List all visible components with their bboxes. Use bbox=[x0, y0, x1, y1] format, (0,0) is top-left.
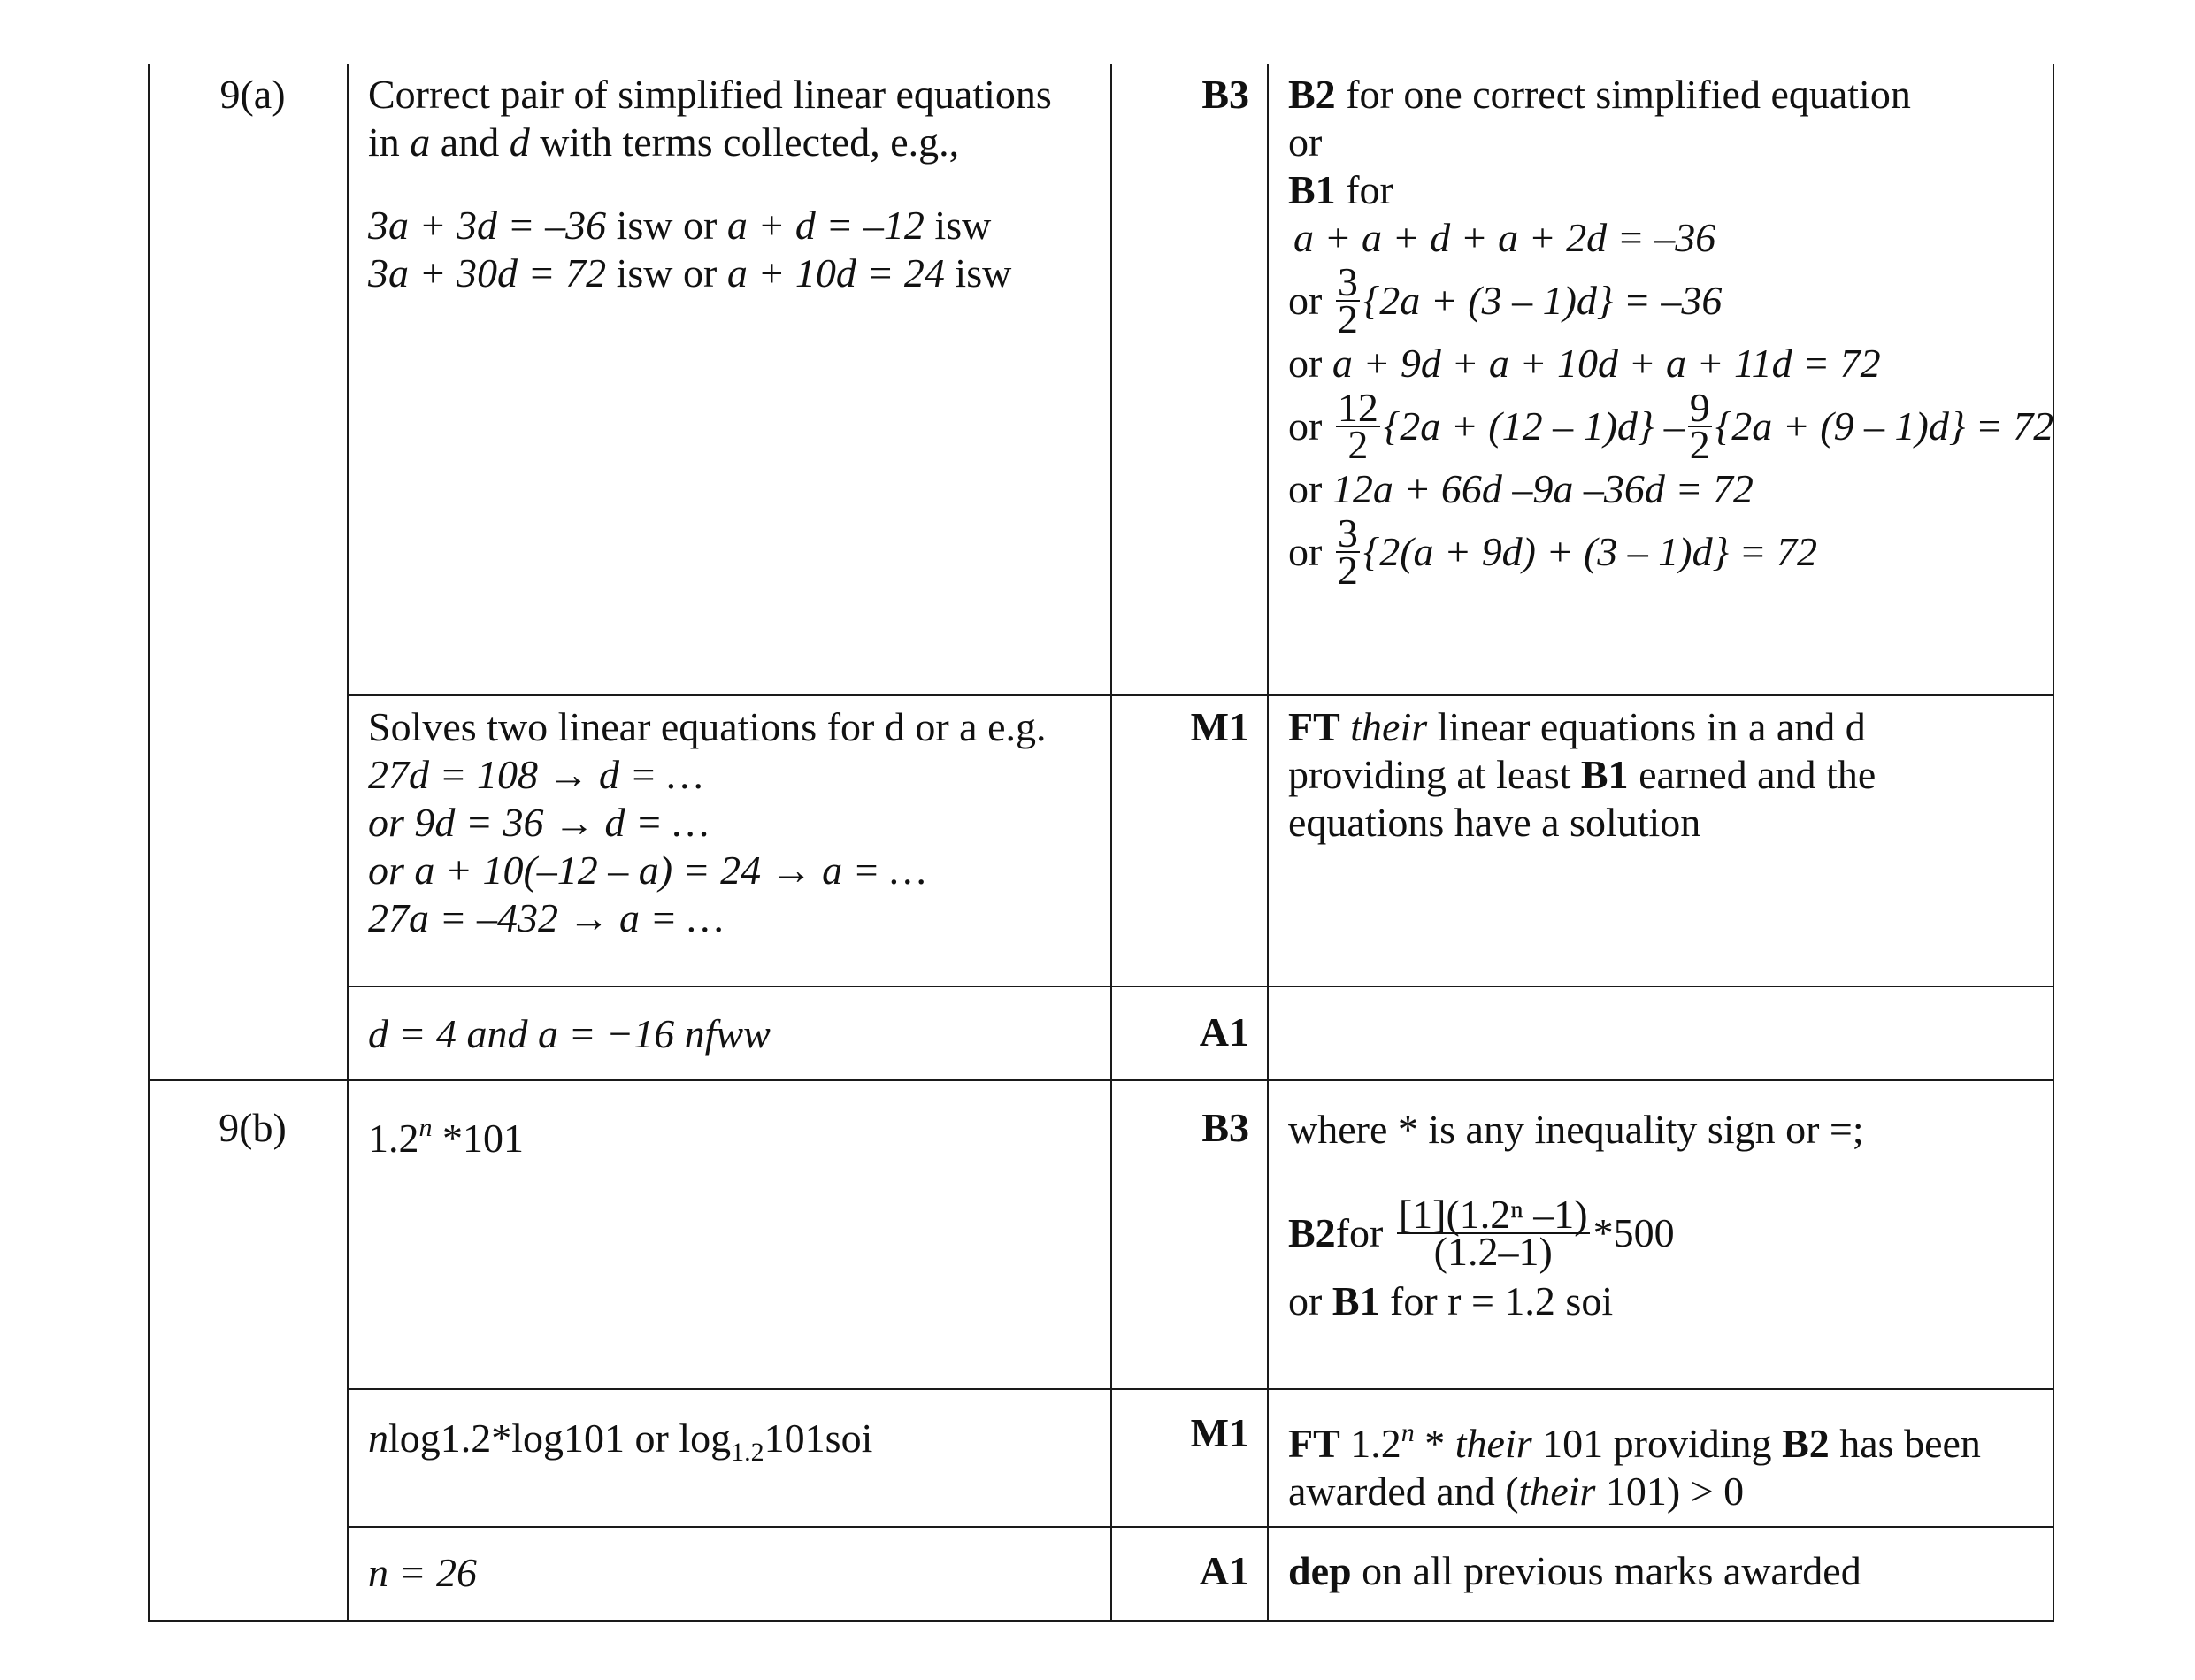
mark-cell: A1 bbox=[1111, 986, 1268, 1080]
guidance-text: B2 for one correct simplified equation bbox=[1288, 72, 1911, 117]
guidance-equation: B2 for $\frac{\text{[1](1.2ⁿ –1)}}{(1.2-1)}$ *500 bbox=[1288, 1192, 1675, 1274]
guidance-text: FT their linear equations in a and d bbox=[1288, 704, 1866, 749]
answer-text: nlog1.2*log101 or $\log_{1.2}101soi$ bbox=[368, 1415, 873, 1467]
q9b-row-3 bbox=[149, 1527, 2053, 1621]
guidance-text: awarded and (their 101) > 0 bbox=[1288, 1469, 1745, 1514]
answer-text: Solves two linear equations for d or a e.g. bbox=[368, 704, 1047, 749]
fraction: $\frac{9}{2}$ bbox=[1689, 385, 1710, 467]
guidance-cell bbox=[1268, 1527, 2053, 1621]
mark-cell: B3 bbox=[1111, 1080, 1268, 1389]
guidance-text: dep on all previous marks awarded bbox=[1288, 1548, 1861, 1593]
guidance-text: B1 for bbox=[1288, 167, 1393, 212]
guidance-text: providing at least B1 earned and the bbox=[1288, 752, 1876, 797]
answer-text: 27d = 108 → d = … bbox=[368, 752, 703, 797]
q9a-row-1 bbox=[149, 64, 2053, 695]
guidance-cell bbox=[1268, 1389, 2053, 1527]
answer-text: n = 26 bbox=[368, 1550, 478, 1595]
guidance-equation: or $\frac{3}{2}$ {2(a + 9d) + (3 – 1)d} = 72 bbox=[1288, 510, 1818, 593]
answer-text: in a and d with terms collected, e.g., bbox=[368, 119, 960, 165]
fraction: $\frac{3}{2}$ bbox=[1337, 510, 1358, 593]
answer-text: or 9d = 36 → d = … bbox=[368, 800, 710, 845]
question-label: 9(a) bbox=[219, 72, 286, 117]
q9a-row-3 bbox=[149, 986, 2053, 1080]
q9b-row-1 bbox=[149, 1080, 2053, 1389]
mark-cell: M1 bbox=[1111, 695, 1268, 986]
q9a-row-2 bbox=[149, 695, 2053, 986]
guidance-equation: or $\frac{12}{2}$ {2a + (12 – 1)d} – $\frac{9}{2}$ {2a + (9 – 1)d} = 72 bbox=[1288, 385, 2054, 467]
q9b-row-2 bbox=[149, 1389, 2053, 1527]
mark-cell: B3 bbox=[1111, 64, 1268, 695]
answer-text: Correct pair of simplified linear equations bbox=[368, 72, 1052, 117]
question-number-cell bbox=[149, 64, 348, 1080]
answer-cell bbox=[348, 1527, 1111, 1621]
guidance-equation: or a + 9d + a + 10d + a + 11d = 72 bbox=[1288, 341, 1881, 386]
guidance-cell bbox=[1268, 695, 2053, 986]
guidance-text: or B1 for r = 1.2 soi bbox=[1288, 1278, 1614, 1323]
answer-text: d = 4 and a = −16 nfww bbox=[368, 1011, 771, 1056]
guidance-text: where * is any inequality sign or =; bbox=[1288, 1107, 1864, 1152]
question-number-cell bbox=[149, 1080, 348, 1621]
equation-2: 3a + 30d = 72 isw or a + 10d = 24 isw bbox=[368, 250, 1012, 295]
answer-cell bbox=[348, 986, 1111, 1080]
answer-cell bbox=[348, 1080, 1111, 1389]
guidance-cell bbox=[1268, 1080, 2053, 1389]
guidance-text: or bbox=[1288, 119, 1323, 165]
fraction: $\frac{\text{[1](1.2ⁿ –1)}}{(1.2-1)}$ bbox=[1398, 1192, 1588, 1274]
guidance-text: FT 1.2$^n$ * their 101 providing B2 has been bbox=[1288, 1418, 1981, 1466]
mark-cell: M1 bbox=[1111, 1389, 1268, 1527]
guidance-equation: a + a + d + a + 2d = –36 bbox=[1293, 215, 1716, 260]
fraction: $\frac{12}{2}$ bbox=[1337, 385, 1378, 467]
question-label: 9(b) bbox=[219, 1105, 287, 1150]
answer-text: 27a = –432 → a = … bbox=[368, 895, 724, 940]
answer-cell bbox=[348, 695, 1111, 986]
answer-text: 1.2$^n$ *101 bbox=[368, 1113, 524, 1161]
answer-cell bbox=[348, 64, 1111, 695]
guidance-cell bbox=[1268, 986, 2053, 1080]
fraction: $\frac{3}{2}$ bbox=[1337, 259, 1358, 341]
answer-text: or a + 10(–12 – a) = 24 → a = … bbox=[368, 848, 927, 893]
guidance-text: equations have a solution bbox=[1288, 800, 1701, 845]
guidance-equation: or 12a + 66d –9a –36d = 72 bbox=[1288, 466, 1754, 511]
guidance-cell bbox=[1268, 64, 2053, 695]
mark-scheme-table bbox=[148, 64, 2054, 1622]
mark-cell: A1 bbox=[1111, 1527, 1268, 1621]
equation-1: 3a + 3d = –36 isw or a + d = –12 isw bbox=[368, 203, 992, 248]
answer-cell bbox=[348, 1389, 1111, 1527]
guidance-equation: or $\frac{3}{2}$ {2a + (3 – 1)d} = –36 bbox=[1288, 259, 1723, 341]
